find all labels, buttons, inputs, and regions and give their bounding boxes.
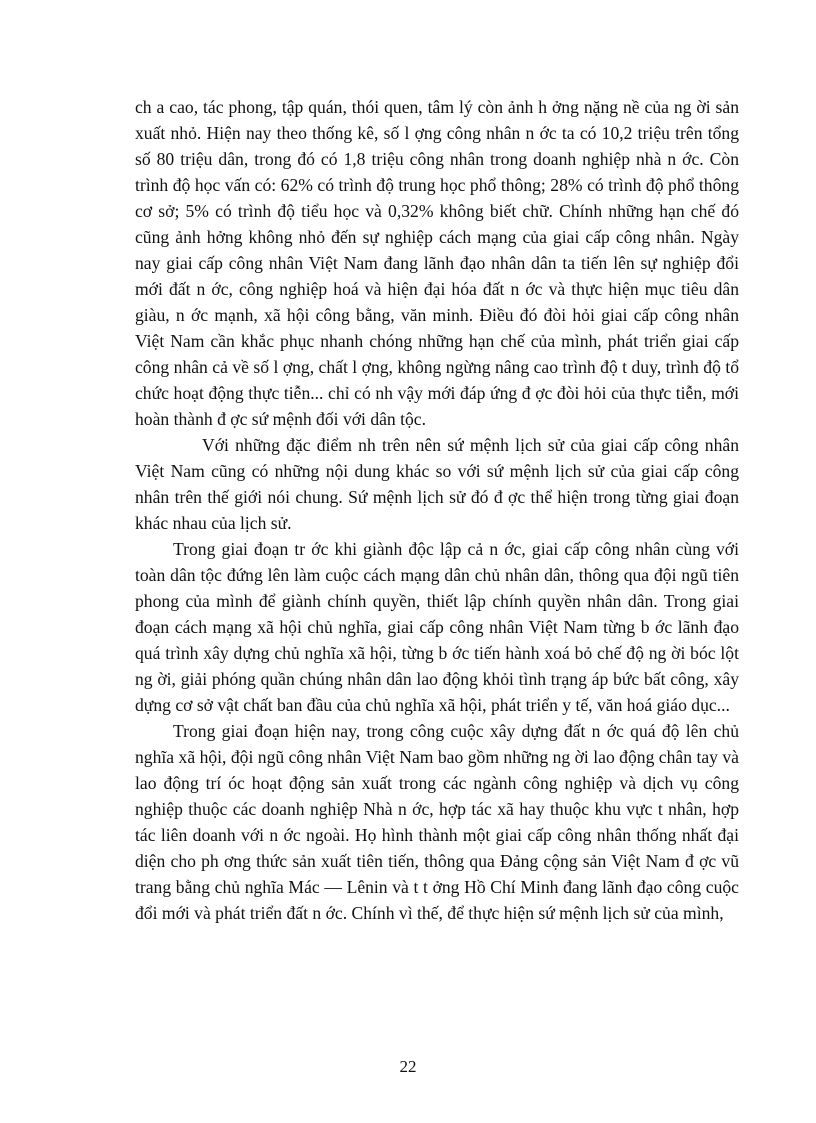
paragraph-2: Với những đặc điểm nh trên nên sứ mệnh lịch sử của giai cấp công nhân Việt Nam cũng có những nội dung khác so với sứ mệnh lịch sử của giai cấp công nhân trên thế giới nói chung. Sứ mệnh lịch sử đó đ ợc thể hiện trong từng giai đoạn khác nhau của lịch sử. bbox=[135, 435, 739, 533]
paragraph-1: ch a cao, tác phong, tập quán, thói quen, tâm lý còn ảnh h ởng nặng nề của ng ời sản xuất nhỏ. Hiện nay theo thống kê, số l ợng công nhân n ớc ta có 10,2 triệu trên tổng số 80 triệu dân, trong đó có 1,8 triệu công nhân trong doanh nghiệp nhà n ớc. Còn trình độ học vấn có: 62% có trình độ trung học phổ thông; 28% có trình độ phổ thông cơ sở; 5% có trình độ tiểu học và 0,32% không biết chữ. Chính những hạn chế đó cũng ảnh hởng không nhỏ đến sự nghiệp cách mạng của giai cấp công nhân. Ngày nay giai cấp công nhân Việt Nam đang lãnh đạo nhân dân ta tiến lên sự nghiệp đổi mới đất n ớc, công nghiệp hoá và hiện đại hóa đất n ớc và thực hiện mục tiêu dân giàu, n ớc mạnh, xã hội công bằng, văn minh. Điều đó đòi hỏi giai cấp công nhân Việt Nam cần khắc phục nhanh chóng những hạn chế của mình, phát triển giai cấp công nhân cả về số l ợng, chất l ợng, không ngừng nâng cao trình độ t duy, trình độ tổ chức hoạt động thực tiễn... chỉ có nh vậy mới đáp ứng đ ợc đòi hỏi của thực tiễn, mới hoàn thành đ ợc sứ mệnh đối với dân tộc. bbox=[135, 97, 739, 429]
body-text bbox=[135, 94, 739, 926]
paragraph-4: Trong giai đoạn hiện nay, trong công cuộc xây dựng đất n ớc quá độ lên chủ nghĩa xã hội, đội ngũ công nhân Việt Nam bao gồm những ng ời lao động chân tay và lao động trí óc hoạt động sản xuất trong các ngành công nghiệp và dịch vụ công nghiệp thuộc các doanh nghiệp Nhà n ớc, hợp tác xã hay thuộc khu vực t nhân, hợp tác liên doanh với n ớc ngoài. Họ hình thành một giai cấp công nhân thống nhất đại diện cho ph ơng thức sản xuất tiên tiến, thông qua Đảng cộng sản Việt Nam đ ợc vũ trang bằng chủ nghĩa Mác — Lênin và t t ởng Hồ Chí Minh đang lãnh đạo công cuộc đổi mới và phát triển đất n ớc. Chính vì thế, để thực hiện sứ mệnh lịch sử của mình, bbox=[135, 721, 739, 923]
page-number: 22 bbox=[399, 1057, 417, 1076]
paragraph-3: Trong giai đoạn tr ớc khi giành độc lập cả n ớc, giai cấp công nhân cùng với toàn dân tộc đứng lên làm cuộc cách mạng dân chủ nhân dân, thông qua đội ngũ tiên phong của mình để giành chính quyền, thiết lập chính quyền nhân dân. Trong giai đoạn cách mạng xã hội chủ nghĩa, giai cấp công nhân Việt Nam từng b ớc lãnh đạo quá trình xây dựng chủ nghĩa xã hội, từng b ớc tiến hành xoá bỏ chế độ ng ời bóc lột ng ời, giải phóng quần chúng nhân dân lao động khỏi tình trạng áp bức bất công, xây dựng cơ sở vật chất ban đầu của chủ nghĩa xã hội, phát triển y tế, văn hoá giáo dục... bbox=[135, 539, 739, 715]
